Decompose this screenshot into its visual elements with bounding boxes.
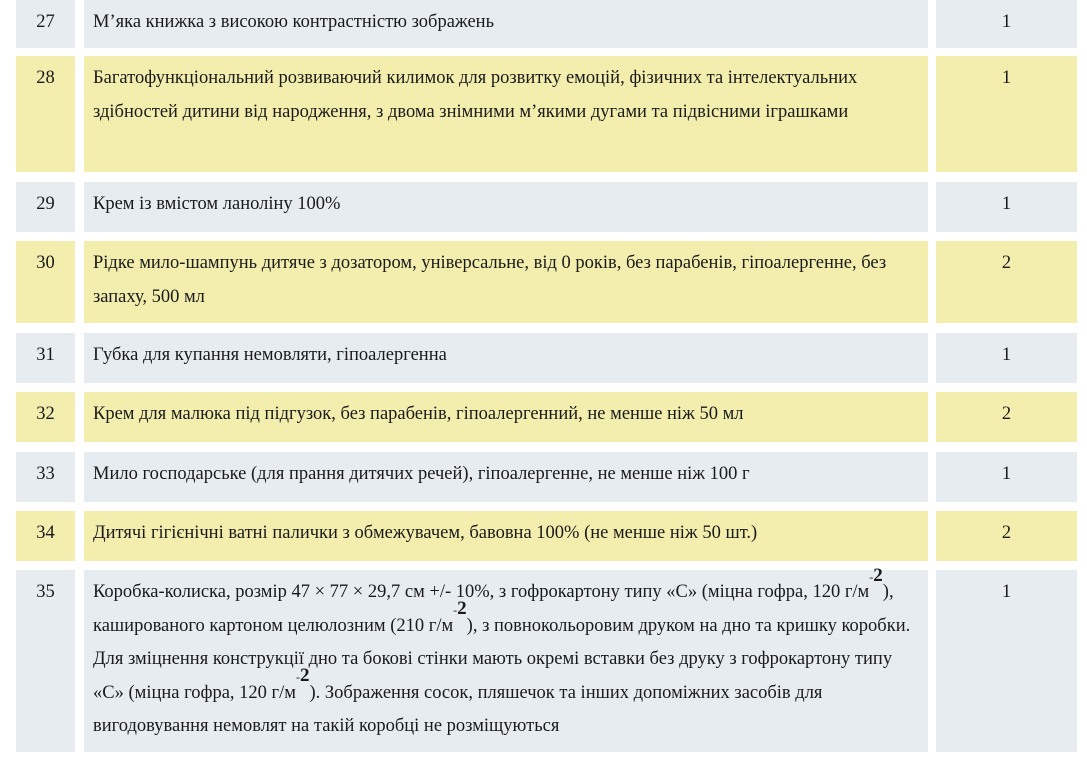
item-quantity: 1 bbox=[936, 182, 1077, 232]
row-number: 28 bbox=[16, 56, 75, 172]
row-number: 32 bbox=[16, 392, 75, 442]
desc-part: ), кашированого картоном целюлозним (210 г/м bbox=[93, 582, 894, 636]
exponent-two: 2 bbox=[873, 564, 883, 586]
item-description: Рідке мило-шампунь дитяче з дозатором, універсальне, від 0 років, без парабенів, гіпоалергенне, без запаху, 500 мл bbox=[84, 241, 928, 323]
table-row bbox=[16, 182, 1077, 232]
table-row bbox=[16, 0, 1077, 48]
item-quantity: 2 bbox=[936, 241, 1077, 323]
desc-part: Коробка-колиска, розмір 47 × 77 × 29,7 см +/- 10%, з гофрокартону типу «С» (міцна гофра, 120 г/м bbox=[93, 582, 870, 602]
table-row bbox=[16, 333, 1077, 383]
item-description bbox=[84, 564, 928, 752]
exponent-minus: - bbox=[453, 603, 458, 618]
desc-part: ). Зображення сосок, пляшечок та інших допоміжних засобів для вигодовування немовлят на такій коробці не розміщуються bbox=[93, 682, 823, 736]
item-quantity: 1 bbox=[936, 570, 1077, 752]
item-description: Крем для малюка під підгузок, без парабенів, гіпоалергенний, не менше ніж 50 мл bbox=[84, 392, 928, 442]
exponent-two: 2 bbox=[457, 598, 467, 620]
item-description: Дитячі гігієнічні ватні палички з обмежувачем, бавовна 100% (не менше ніж 50 шт.) bbox=[84, 511, 928, 561]
item-quantity: 2 bbox=[936, 511, 1077, 561]
item-quantity: 1 bbox=[936, 0, 1077, 48]
row-number: 34 bbox=[16, 511, 75, 561]
exponent-two: 2 bbox=[300, 665, 310, 687]
row-number: 27 bbox=[16, 0, 75, 48]
item-description: Багатофункціональний розвиваючий килимок для розвитку емоцій, фізичних та інтелектуальних здібностей дитини від народження, з двома знімними м’якими дугами та підвісними іграшками bbox=[84, 56, 928, 172]
table-row bbox=[16, 392, 1077, 442]
desc-part: ), з повнокольоровим друком на дно та кришку коробки. Для зміцнення конструкції дно та бокові стінки мають окремі вставки без друку з гофрокартону типу «С» (міцна гофра, 120 г/м bbox=[93, 615, 911, 703]
item-quantity: 1 bbox=[936, 56, 1077, 172]
item-quantity: 1 bbox=[936, 333, 1077, 383]
row-number: 35 bbox=[16, 570, 75, 752]
exponent-minus: - bbox=[869, 569, 874, 584]
table-row bbox=[16, 511, 1077, 561]
table-row bbox=[16, 564, 1077, 752]
exponent-minus: - bbox=[296, 670, 300, 685]
table-row bbox=[16, 56, 1077, 172]
table-row bbox=[16, 241, 1077, 323]
item-description: Крем із вмістом ланоліну 100% bbox=[84, 182, 928, 232]
table-row bbox=[16, 452, 1077, 502]
item-description: М’яка книжка з високою контрастністю зображень bbox=[84, 0, 928, 48]
item-description: Губка для купання немовляти, гіпоалергенна bbox=[84, 333, 928, 383]
item-quantity: 1 bbox=[936, 452, 1077, 502]
row-number: 29 bbox=[16, 182, 75, 232]
item-quantity: 2 bbox=[936, 392, 1077, 442]
row-number: 33 bbox=[16, 452, 75, 502]
item-description: Мило господарське (для прання дитячих речей), гіпоалергенне, не менше ніж 100 г bbox=[84, 452, 928, 502]
row-number: 31 bbox=[16, 333, 75, 383]
row-number: 30 bbox=[16, 241, 75, 323]
